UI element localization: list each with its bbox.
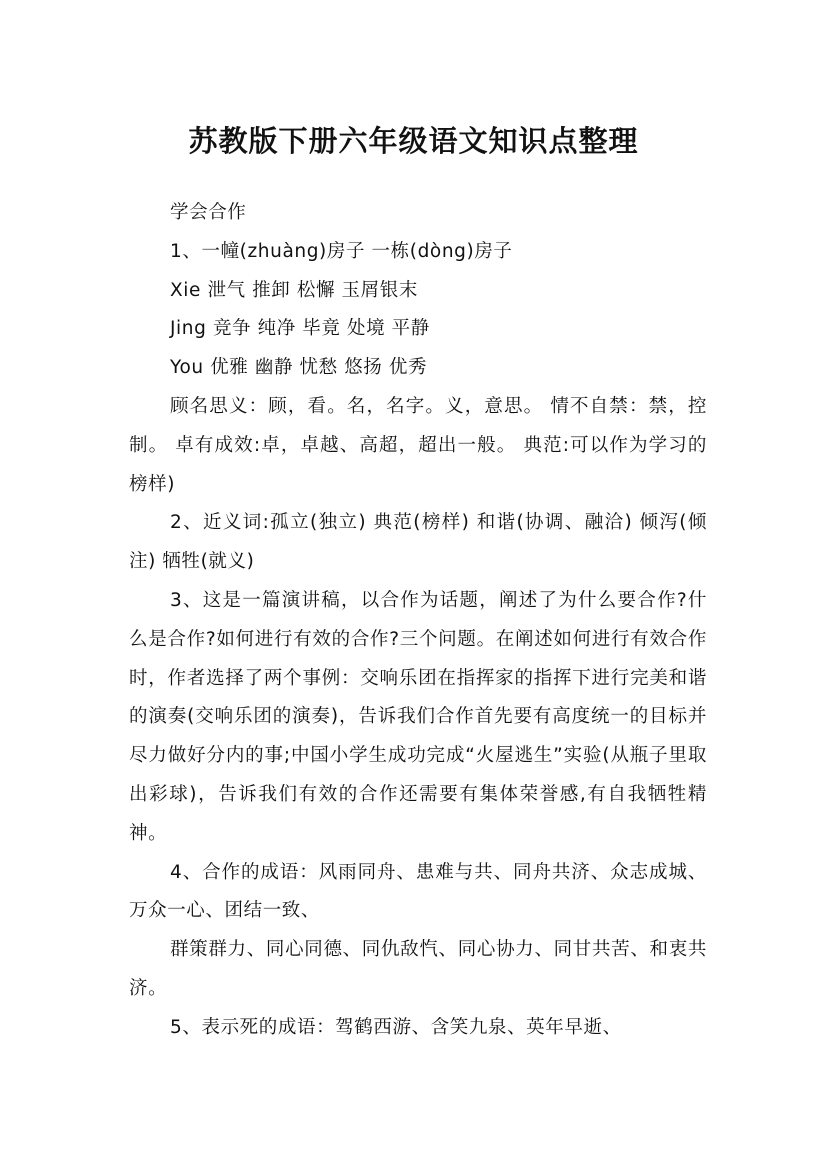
- section-heading: 学会合作: [170, 202, 247, 223]
- paragraph-cooperation-idioms-cont: 群策群力、同心同德、同仇敌忾、同心协力、同甘共苦、和衷共济。: [129, 939, 707, 999]
- paragraph-synonyms: 2、近义词:孤立(独立) 典范(榜样) 和谐(协调、融洽) 倾泻(倾注) 牺牲(就义): [129, 512, 707, 573]
- paragraph-text-summary: 3、这是一篇演讲稿，以合作为话题，阐述了为什么要合作?什么是合作?如何进行有效的合作?三个问题。在阐述如何进行有效合作时，作者选择了两个事例：交响乐团在指挥家的指挥下进行完美和谐的演奏(交响乐团的演奏)，告诉我们合作首先要有高度统一的目标并尽力做好分内的事;中国小学生成功完成“火屋逃生”实验(从瓶子里取出彩球)，告诉我们有效的合作还需要有集体荣誉感,有自我牺牲精神。: [129, 589, 707, 844]
- paragraph-jing-words: Jing 竞争 纯净 毕竟 处境 平静: [170, 318, 430, 340]
- paragraph-death-idioms: 5、表示死的成语：驾鹤西游、含笑九泉、英年早逝、: [170, 1016, 622, 1038]
- paragraph-word-meanings: 顾名思义：顾，看。名，名字。义，意思。 情不自禁：禁，控制。 卓有成效:卓，卓越、高超，超出一般。 典范:可以作为学习的榜样): [129, 395, 707, 495]
- paragraph-xie-words: Xie 泄气 推卸 松懈 玉屑银末: [170, 279, 418, 301]
- paragraph-cooperation-idioms: 4、合作的成语：风雨同舟、患难与共、同舟共济、众志成城、万众一心、团结一致、: [129, 861, 707, 922]
- paragraph-pinyin-zhuang: 1、一幢(zhuàng)房子 一栋(dòng)房子: [170, 240, 513, 262]
- document-body: [129, 194, 707, 1048]
- document-title: 苏教版下册六年级语文知识点整理: [188, 124, 639, 159]
- paragraph-you-words: You 优雅 幽静 忧愁 悠扬 优秀: [170, 357, 428, 379]
